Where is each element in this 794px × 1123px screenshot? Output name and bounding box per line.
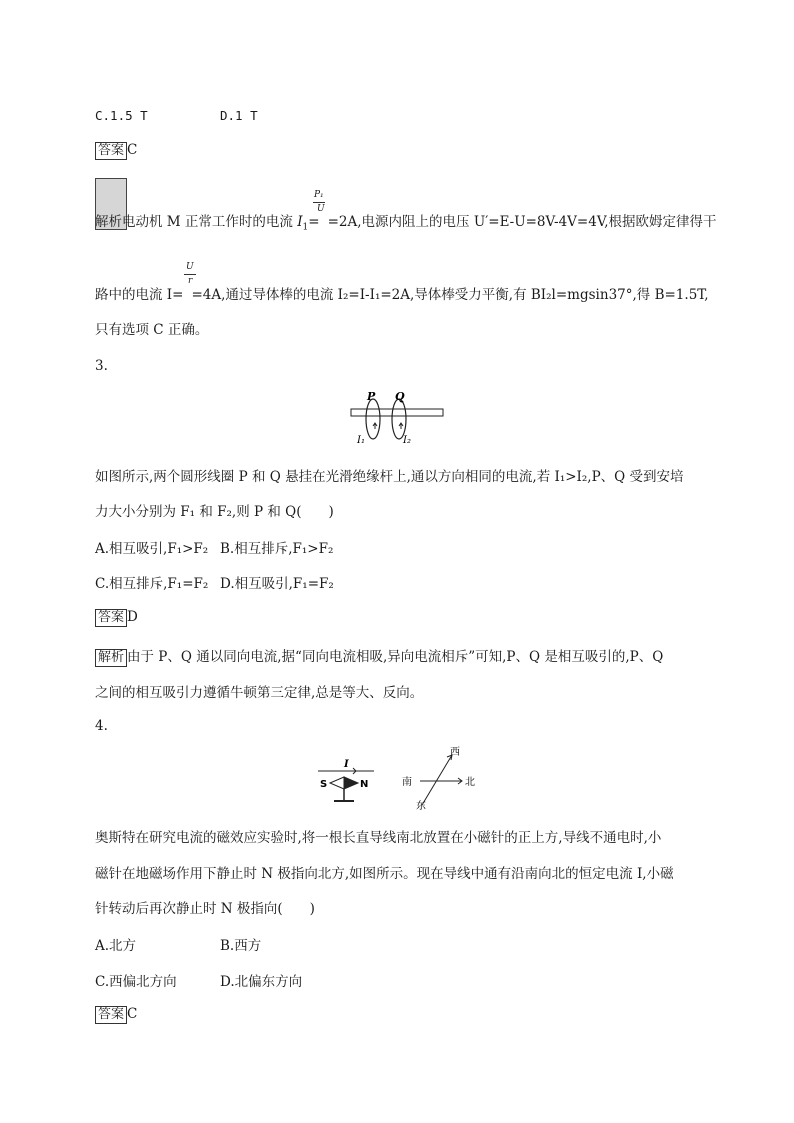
needle-s-label: S — [320, 779, 328, 790]
q4-stem-line-2: 磁针在地磁场作用下静止时 N 极指向北方,如图所示。现在导线中通有沿南向北的恒定电流 I,小磁 — [95, 866, 674, 882]
q3-option-c: C.相互排斥,F₁=F₂ — [95, 576, 209, 592]
q2-analysis-line-3: 只有选项 C 正确。 — [95, 322, 209, 338]
q3-answer: D — [127, 609, 138, 625]
q2-answer: C — [127, 142, 138, 158]
q2-analysis-line-1: 解析电动机 M 正常工作时的电流 $I_1= =2A$,电源内阻上的电压 U′=E-U=8V-4V=4V,根据欧姆定律得干 — [95, 214, 717, 233]
direction-north-label: 北 — [465, 777, 475, 788]
fraction-2-numerator: U — [186, 262, 194, 272]
analysis-tag: 解析 — [95, 214, 122, 230]
q4-option-a: A.北方 — [95, 938, 137, 954]
fraction-2-bar — [184, 274, 196, 275]
needle-n-label: N — [360, 779, 369, 790]
fraction-1-numerator: P₁ — [314, 190, 324, 200]
q4-option-c: C.西偏北方向 — [95, 974, 177, 990]
q3-option-b: B.相互排斥,F₁>F₂ — [220, 541, 334, 557]
coil-q-label: Q — [395, 390, 405, 403]
q2-option-d: D.1 T — [220, 108, 258, 123]
fraction-1-bar — [313, 202, 325, 203]
q3-analysis-line-1: 解析 由于 P、Q 通以同向电流,据“同向电流相吸,异向电流相斥”可知,P、Q 是相互吸引的,P、Q — [95, 645, 663, 667]
q3-stem-line-1: 如图所示,两个圆形线圈 P 和 Q 悬挂在光滑绝缘杆上,通以方向相同的电流,若 I₁>I₂,P、Q 受到安培 — [95, 469, 684, 485]
q2-analysis-line-2: 路中的电流 I= =4A,通过导体棒的电流 I₂=I-I₁=2A,导体棒受力平衡,有 BI₂l=mgsin37°,得 B=1.5T, — [95, 287, 709, 303]
q3-option-d: D.相互吸引,F₁=F₂ — [220, 576, 334, 592]
answer-tag: 答案 — [95, 609, 127, 627]
q4-option-d: D.北偏东方向 — [220, 974, 303, 990]
q3-coils-figure — [345, 385, 455, 447]
answer-tag: 答案 — [95, 142, 127, 160]
fraction-2-denominator: r — [188, 276, 193, 286]
q2-answer-row — [95, 142, 137, 160]
q4-option-b: B.西方 — [220, 938, 262, 954]
fraction-1-denominator: U — [317, 204, 325, 214]
q3-analysis-line-2: 之间的相互吸引力遵循牛顿第三定律,总是等大、反向。 — [95, 685, 424, 701]
q4-answer: C — [127, 1006, 138, 1022]
direction-west-label: 西 — [450, 747, 460, 758]
analysis-tag: 解析 — [95, 649, 127, 667]
q4-compass-figure — [312, 745, 492, 811]
q2-option-c: C.1.5 T — [95, 108, 148, 123]
q3-answer-row — [95, 609, 138, 627]
q4-answer-row — [95, 1006, 137, 1024]
current-i1-label: I₁ — [357, 435, 365, 446]
q4-stem-line-1: 奥斯特在研究电流的磁效应实验时,将一根长直导线南北放置在小磁针的正上方,导线不通电时,小 — [95, 830, 662, 846]
q4-stem-line-3: 针转动后再次静止时 N 极指向( ) — [95, 901, 315, 917]
answer-tag: 答案 — [95, 1006, 127, 1024]
direction-south-label: 南 — [402, 777, 412, 788]
direction-east-label: 东 — [416, 801, 426, 811]
q4-number: 4. — [95, 718, 108, 734]
current-i2-label: I₂ — [403, 435, 411, 446]
coil-p-label: P — [367, 390, 376, 403]
q3-number: 3. — [95, 358, 108, 374]
wire-current-label: I — [344, 759, 349, 770]
q3-option-a: A.相互吸引,F₁>F₂ — [95, 541, 209, 557]
q3-stem-line-2: 力大小分别为 F₁ 和 F₂,则 P 和 Q( ) — [95, 504, 334, 520]
